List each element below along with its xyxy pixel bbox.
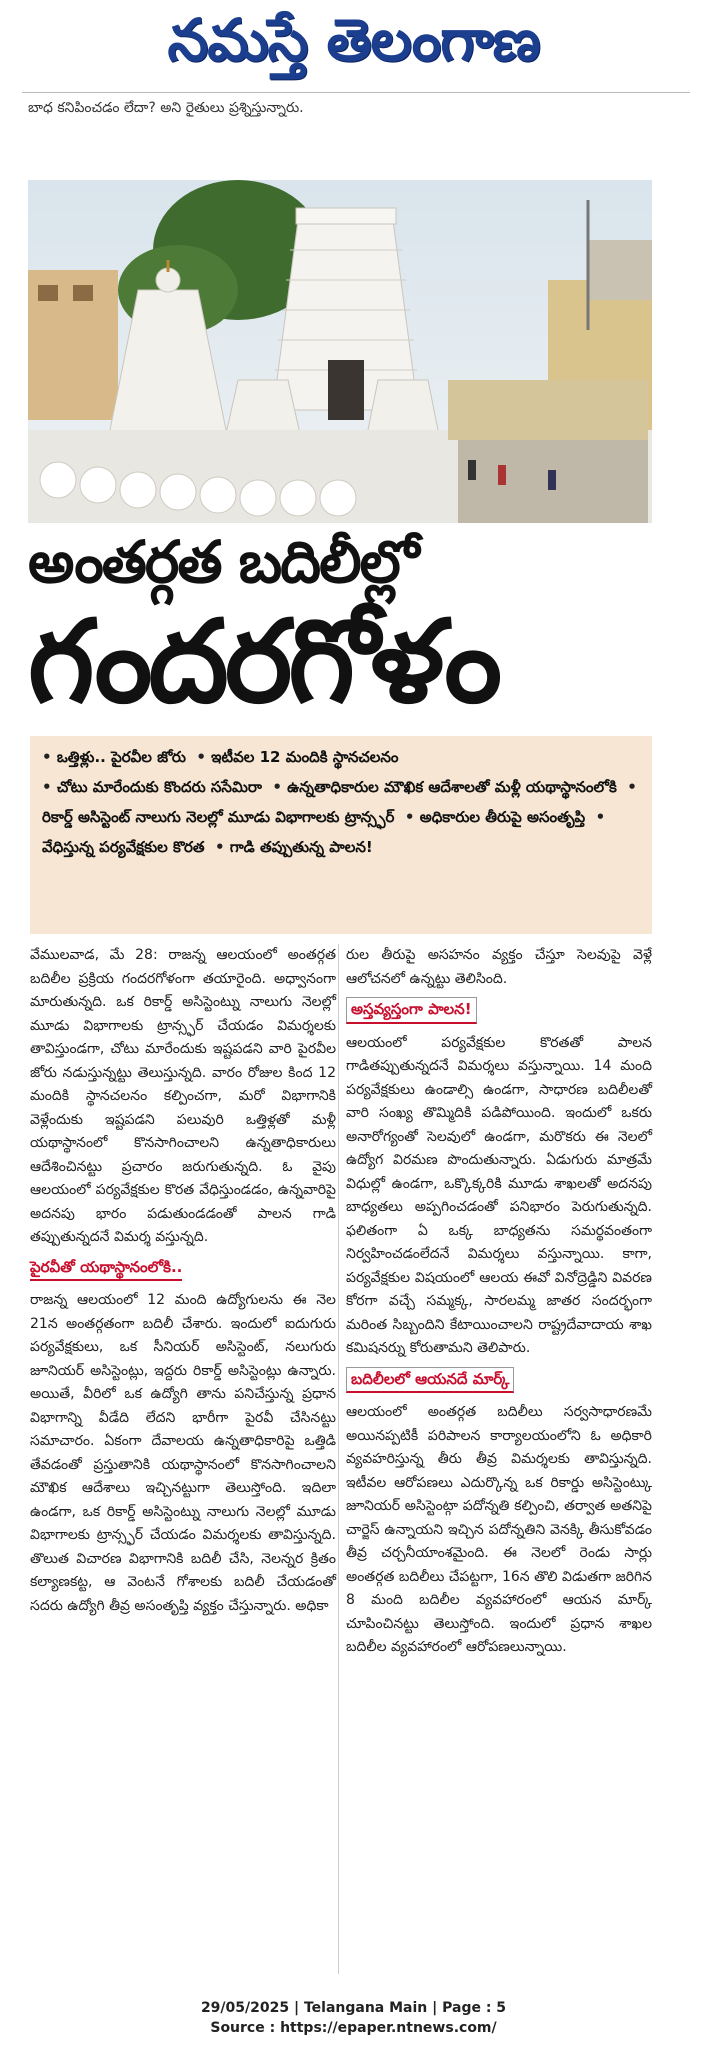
highlight-item: • ఒత్తిళ్లు.. పైరవీల జోరు: [42, 748, 186, 766]
footer-date-page: 29/05/2025 | Telangana Main | Page : 5: [200, 2000, 507, 2016]
highlights-box: [30, 736, 652, 934]
footer-source[interactable]: Source : https://epaper.ntnews.com/: [210, 2020, 497, 2036]
headline-line-1: అంతర్గత బదిలీల్లో: [28, 528, 418, 596]
highlight-item: • ఉన్నతాధికారుల మౌఖిక ఆదేశాలతో మళ్లీ యథాస్థానంలోకి: [272, 778, 616, 796]
subheading: బదిలీలలో ఆయనదే మార్క్: [346, 1367, 514, 1394]
highlight-item: • చోటు మారేందుకు కొందరు ససేమిరా: [42, 778, 262, 796]
page-footer: [0, 1998, 707, 2038]
article-column-left: [30, 944, 336, 1618]
article-paragraph: రాజన్న ఆలయంలో 12 మంది ఉద్యోగులను ఈ నెల 21న అంతర్గతంగా బదిలీ చేశారు. ఇందులో ఐదుగురు పర్యవేక్షకులు, ఒక సీనియర్ అసిస్టెంట్, నలుగురు జూనియర్ అసిస్టెంట్లు, ఇద్దరు రికార్డ్ అసిస్టెంట్లు ఉన్నారు. అయితే, వీరిలో ఒక ఉద్యోగి తాను పనిచేస్తున్న ప్రధాన విభాగాన్ని వీడేది లేదని భారీగా పైరవీ చేసినట్టు సమాచారం. ఏకంగా దేవాలయ ఉన్నతాధికారిపై ఒత్తిడి తేవడంతో ప్రస్తుతానికి యథాస్థానంలో కొనసాగించాలని మౌఖిక ఆదేశాలు ఇచ్చినట్టుగా తెలుస్తోంది. ఇదిలా ఉండగా, ఒక రికార్డ్ అసిస్టెంట్ను నాలుగు నెలల్లో మూడు విభాగాలకు ట్రాన్స్ఫర్ చేయడం విమర్శలకు తావిస్తున్నది. తొలుత విచారణ విభాగానికి బదిలీ చేసి, నెలన్నర క్రితం కల్యాణకట్ట, ఆ వెంటనే గోశాలకు బదిలీ చేయడంతో సదరు ఉద్యోగి తీవ్ర అసంతృప్తి వ్యక్తం చేస్తున్నారు. అధికా: [30, 1292, 336, 1614]
clip-top-edge: [22, 92, 690, 97]
article-paragraph: రుల తీరుపై అసహనం వ్యక్తం చేస్తూ సెలవుపై వెళ్లే ఆలోచనలో ఉన్నట్టు తెలిసింది.: [346, 947, 652, 987]
article-paragraph: ఆలయంలో అంతర్గత బదిలీలు సర్వసాధారణమే అయినప్పటికీ పరిపాలన కార్యాలయంలోని ఓ అధికారి వ్యవహరిస్తున్న తీరు తీవ్ర విమర్శలకు తావిస్తున్నది. ఇటీవల ఆరోపణలు ఎదుర్కొన్న ఒక రికార్డు అసిస్టెంట్కు జూనియర్ అసిస్టెంట్గా పదోన్నతి కల్పించి, తర్వాత అతనిపై చార్జెస్ ఉన్నాయని ఇచ్చిన పదోన్నతిని వెనక్కి తీసుకోవడం తీవ్ర చర్చనీయాంశమైంది. ఈ నెలలో రెండు సార్లు అంతర్గత బదిలీలు చేపట్టగా, 16న తొలి విడుతగా జరిగిన 8 మంది బదిలీల వ్యవహారంలో ఆయన మార్క్ చూపించినట్టు తెలుస్తోంది. ఇందులో ప్రధాన శాఖల బదిలీల వ్యవహారంలో ఆరోపణలున్నాయి.: [346, 1404, 652, 1655]
subheading: పైరవీతో యథాస్థానంలోకి..: [30, 1256, 182, 1282]
article-column-right: [346, 944, 652, 1660]
temple-illustration: [28, 180, 652, 523]
highlight-item: • ఇటీవల 12 మందికి స్థానచలనం: [196, 748, 398, 766]
highlight-item: • అధికారుల తీరుపై అసంతృప్తి: [405, 808, 585, 826]
article-paragraph: వేములవాడ, మే 28: రాజన్న ఆలయంలో అంతర్గత బదిలీల ప్రక్రియ గందరగోళంగా తయారైంది. అధ్వానంగా మారుతున్నది. ఒక రికార్డ్ అసిస్టెంట్ను నాలుగు నెలల్లో మూడు విభాగాలకు ట్రాన్స్ఫర్ చేయడం విమర్శలకు తావిస్తుండగా, చోటు మారేందుకు ఇష్టపడని వారి పైరవీల జోరు నడుస్తున్నట్టు తెలుస్తున్నది. వారం రోజుల కింద 12 మందికి స్థానచలనం కల్పించగా, మరో విభాగానికి వెళ్లేందుకు ఇష్టపడని పలువురి ఒత్తిళ్లతో మళ్లీ యథాస్థానంలో కొనసాగించాలని ఉన్నతాధికారులు ఆదేశించినట్టు ప్రచారం జరుగుతున్నది. ఓ వైపు ఆలయంలో పర్యవేక్షకుల కొరత వేధిస్తుండడం, ఉన్నవారిపై అదనపు భారం పడుతుండడంతో పాలన గాడి తప్పుతున్నదనే విమర్శ వస్తున్నది.: [30, 947, 336, 1245]
article-paragraph: ఆలయంలో పర్యవేక్షకుల కొరతతో పాలన గాడితప్పుతున్నదనే విమర్శలు వస్తున్నాయి. 14 మంది పర్యవేక్షకులు ఉండాల్సి ఉండగా, సాధారణ బదిలీలతో వారి సంఖ్య తొమ్మిదికి పడిపోయింది. ఇందులో ఒకరు అనారోగ్యంతో సెలవులో ఉండగా, మరొకరు ఈ నెలలో ఉద్యోగ విరమణ పొందుతున్నారు. ఏడుగురు మాత్రమే విధుల్లో ఉండగా, ఒక్కొక్కరికి మూడు శాఖలతో అదనపు బాధ్యతలు అప్పగించడంతో పనిభారం పెరుగుతున్నది. ఫలితంగా ఏ ఒక్క బాధ్యతను సమర్థవంతంగా నిర్వహించడంలేదనే విమర్శలు వస్తున్నాయి. కాగా, పర్యవేక్షకుల విషయంలో ఆలయ ఈవో వినోద్రెడ్డిని వివరణ కోరగా వచ్చే సమ్మక్క, సారలమ్మ జాతర సందర్భంగా మరింత సిబ్బందిని కేటాయించాలని రాష్ట్రదేవాదాయ శాఖ కమిషనర్ను కోరుతామని తెలిపారు.: [346, 1034, 652, 1356]
highlight-item: • వేధిస్తున్న పర్యవేక్షకుల కొరత: [42, 808, 605, 856]
column-divider: [338, 944, 339, 1974]
temple-photo: [28, 180, 652, 523]
highlight-item: • గాడి తప్పుతున్న పాలన!: [215, 838, 373, 856]
headline-line-2: గందరగోళం: [28, 595, 499, 728]
newspaper-logo: నమస్తే తెలంగాణ: [167, 6, 540, 74]
previous-article-line: బాధ కనిపించడం లేదా? అని రైతులు ప్రశ్నిస్తున్నారు.: [28, 100, 304, 116]
masthead: [0, 0, 707, 92]
highlight-item: • రికార్డ్ అసిస్టెంట్ నాలుగు నెలల్లో మూడు విభాగాలకు ట్రాన్స్ఫర్: [42, 778, 637, 826]
subheading: అస్తవ్యస్తంగా పాలన!: [346, 997, 477, 1024]
